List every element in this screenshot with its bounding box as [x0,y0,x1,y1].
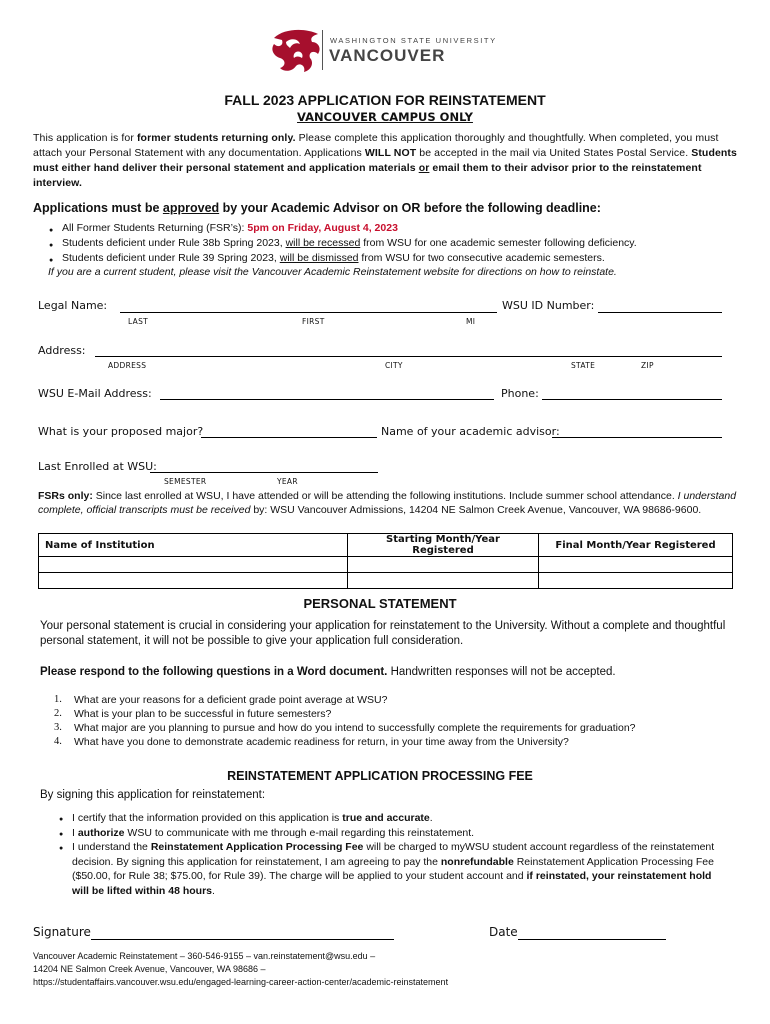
personal-statement-heading: PERSONAL STATEMENT [303,596,457,611]
wsu-id-field[interactable] [598,312,722,313]
first-label: FIRST [302,317,325,326]
fee-list [54,811,722,898]
questions-list [54,693,744,749]
date-label: Date [489,925,518,939]
deadline-note: If you are a current student, please visit the Vancouver Academic Reinstatement website for directions on how to reinstate. [48,266,617,278]
last-enrolled-label: Last Enrolled at WSU: [38,460,157,473]
list-item: 4. What have you done to demonstrate academic readiness for return, in your time away from the University? [54,736,569,748]
address-sub-label: ADDRESS [108,361,147,370]
wsu-logo [266,26,506,76]
email-field[interactable] [160,399,494,400]
year-label: YEAR [277,477,298,486]
university-name: WASHINGTON STATE UNIVERSITY [330,36,497,45]
major-label: What is your proposed major? [38,425,204,438]
list-item: ● I certify that the information provided on this application is true and accurate. [72,811,722,826]
last-label: LAST [128,317,149,326]
email-label: WSU E-Mail Address: [38,387,152,400]
page-subtitle: VANCOUVER CAMPUS ONLY [297,110,473,124]
fsr-paragraph: FSRs only: Since last enrolled at WSU, I have attended or will be attending the following institutions. Include summer school attendance. I understand complete, official transcripts must be received by: WSU Vancouver Admissions, 14204 NE Salmon Creek Avenue, Vancouver, WA 98686-9600. [38,490,737,516]
table-row [39,573,733,589]
advisor-field[interactable] [552,437,722,438]
deadline-heading: Applications must be approved by your Academic Advisor on OR before the following deadline: [33,201,601,215]
personal-statement-paragraph: Your personal statement is crucial in considering your application for reinstatement to the University. Without a complete and thoughtful personal statement, it will not be possible to give your application full consideration. [40,620,726,647]
address-field[interactable] [95,356,722,357]
deadline-list [44,221,762,266]
wsu-cougar-head-icon [266,26,326,76]
address-label: Address: [38,344,86,357]
table-row [39,557,733,573]
footer-line: Vancouver Academic Reinstatement – 360-546-9155 – van.reinstatement@wsu.edu – [33,951,376,961]
zip-label: ZIP [641,361,654,370]
phone-field[interactable] [542,399,722,400]
fee-lead: By signing this application for reinstatement: [40,789,266,801]
date-field[interactable] [518,939,666,940]
state-label: STATE [571,361,596,370]
institution-table [38,533,733,589]
footer-line: 14204 NE Salmon Creek Avenue, Vancouver, WA 98686 – [33,964,266,974]
last-enrolled-field[interactable] [150,472,378,473]
list-item: 2. What is your plan to be successful in future semesters? [54,708,332,720]
list-item: ● All Former Students Returning (FSR’s): 5pm on Friday, August 4, 2023 [62,221,762,236]
city-label: CITY [385,361,403,370]
list-item: ● Students deficient under Rule 39 Spring 2023, will be dismissed from WSU for two consecutive academic semesters. [62,251,762,266]
phone-label: Phone: [501,387,539,400]
major-field[interactable] [201,437,377,438]
page-title: FALL 2023 APPLICATION FOR REINSTATEMENT [224,92,546,108]
list-item: ● Students deficient under Rule 38b Spring 2023, will be recessed from WSU for one academic semester following deficiency. [62,236,762,251]
fee-heading: REINSTATEMENT APPLICATION PROCESSING FEE [227,769,533,783]
semester-label: SEMESTER [164,477,207,486]
list-item: 1. What are your reasons for a deficient grade point average at WSU? [54,694,388,706]
footer [33,950,753,989]
legal-name-label: Legal Name: [38,299,108,312]
table-header-cell: Final Month/Year Registered [539,534,733,557]
list-item: 3. What major are you planning to pursue and how do you intend to successfully complete the requirements for graduation? [54,722,636,734]
intro-paragraph: This application is for former students returning only. Please complete this application thoroughly and thoughtfully. When completed, you must attach your Personal Statement with any documentation. Applications WILL NOT be accepted in the mail via United States Postal Service. Students must either hand deliver their personal statement and application materials or email them to their advisor prior to the reinstatement interview. [33,132,737,189]
wsu-id-label: WSU ID Number: [502,299,595,312]
table-header-cell: Starting Month/Year Registered [348,534,539,557]
list-item: ● I authorize WSU to communicate with me through e-mail regarding this reinstatement. [72,826,722,841]
table-header-cell: Name of Institution [39,534,348,557]
table-header-row [39,534,733,557]
signature-label: Signature [33,925,91,939]
legal-name-field[interactable] [120,312,497,313]
respond-instruction: Please respond to the following questions in a Word document. Handwritten responses will not be accepted. [40,666,616,678]
mi-label: MI [466,317,476,326]
footer-link[interactable]: https://studentaffairs.vancouver.wsu.edu/engaged-learning-career-action-center/academic-reinstatement [33,977,449,987]
advisor-label: Name of your academic advisor: [381,425,560,438]
campus-name: VANCOUVER [329,46,446,65]
signature-field[interactable] [91,939,394,940]
list-item: ● I understand the Reinstatement Application Processing Fee will be charged to myWSU student account regardless of the reinstatement decision. By signing this application for reinstatement, I am agreeing to pay the nonrefundable Reinstatement Application Processing Fee ($50.00, for Rule 38; $75.00, for Rule 39). The charge will be applied to your student account and if reinstated, your reinstatement hold will be lifted within 48 hours. [72,840,722,898]
